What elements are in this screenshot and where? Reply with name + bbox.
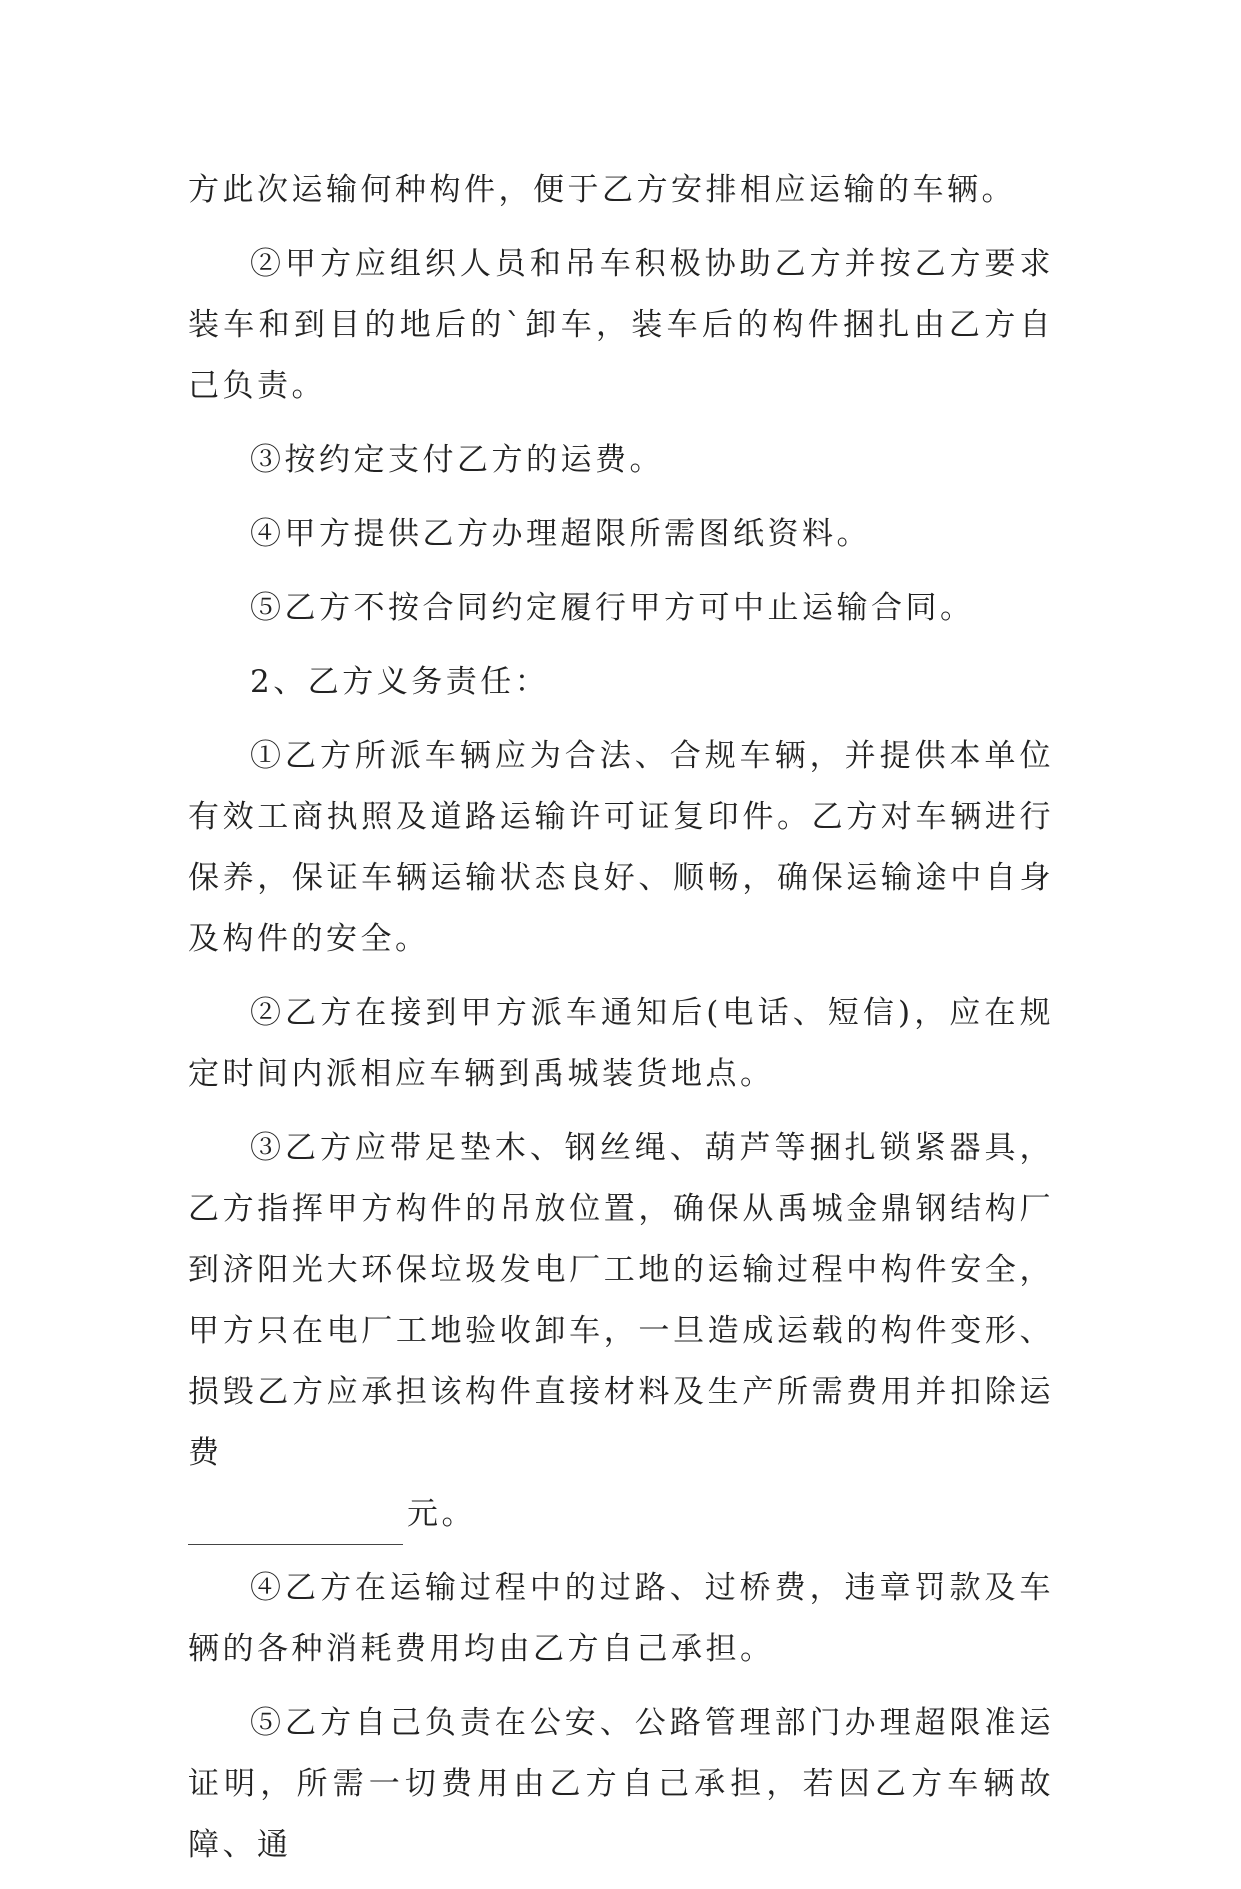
clause-a2-loading-assistance: ②甲方应组织人员和吊车积极协助乙方并按乙方要求装车和到目的地后的`卸车，装车后的构件捆扎由乙方自己负责。 bbox=[188, 246, 1054, 404]
clause-b3-text: ③乙方应带足垫木、钢丝绳、葫芦等捆扎锁紧器具，乙方指挥甲方构件的吊放位置，确保从禹城金鼎钢结构厂到济阳光大环保垃圾发电厂工地的运输过程中构件安全，甲方只在电厂工地验收卸车，一旦造成运载的构件变形、损毁乙方应承担该构件直接材料及生产所需费用并扣除运费 bbox=[188, 1130, 1054, 1471]
clause-b2-dispatch: ②乙方在接到甲方派车通知后(电话、短信)，应在规定时间内派相应车辆到禹城装货地点。 bbox=[188, 995, 1054, 1092]
document-body bbox=[188, 160, 1054, 1889]
clause-b3-securing bbox=[188, 1118, 1054, 1545]
clause-b5-permits: ⑤乙方自己负责在公安、公路管理部门办理超限准运证明，所需一切费用由乙方自己承担，若因乙方车辆故障、通 bbox=[188, 1705, 1054, 1863]
clause-a3-payment: ③按约定支付乙方的运费。 bbox=[250, 442, 664, 478]
clause-a5-termination: ⑤乙方不按合同约定履行甲方可中止运输合同。 bbox=[250, 590, 975, 626]
fill-in-blank-amount[interactable] bbox=[188, 1500, 403, 1545]
currency-unit: 元。 bbox=[407, 1496, 476, 1532]
clause-a4-drawings: ④甲方提供乙方办理超限所需图纸资料。 bbox=[250, 516, 871, 552]
section-heading-party-b-duties: 2、乙方义务责任： bbox=[250, 664, 550, 700]
paragraph-continuation: 方此次运输何种构件，便于乙方安排相应运输的车辆。 bbox=[188, 172, 1016, 208]
clause-b4-tolls: ④乙方在运输过程中的过路、过桥费，违章罚款及车辆的各种消耗费用均由乙方自己承担。 bbox=[188, 1570, 1054, 1667]
clause-b1-vehicles: ①乙方所派车辆应为合法、合规车辆，并提供本单位有效工商执照及道路运输许可证复印件。乙方对车辆进行保养，保证车辆运输状态良好、顺畅，确保运输途中自身及构件的安全。 bbox=[188, 738, 1054, 957]
